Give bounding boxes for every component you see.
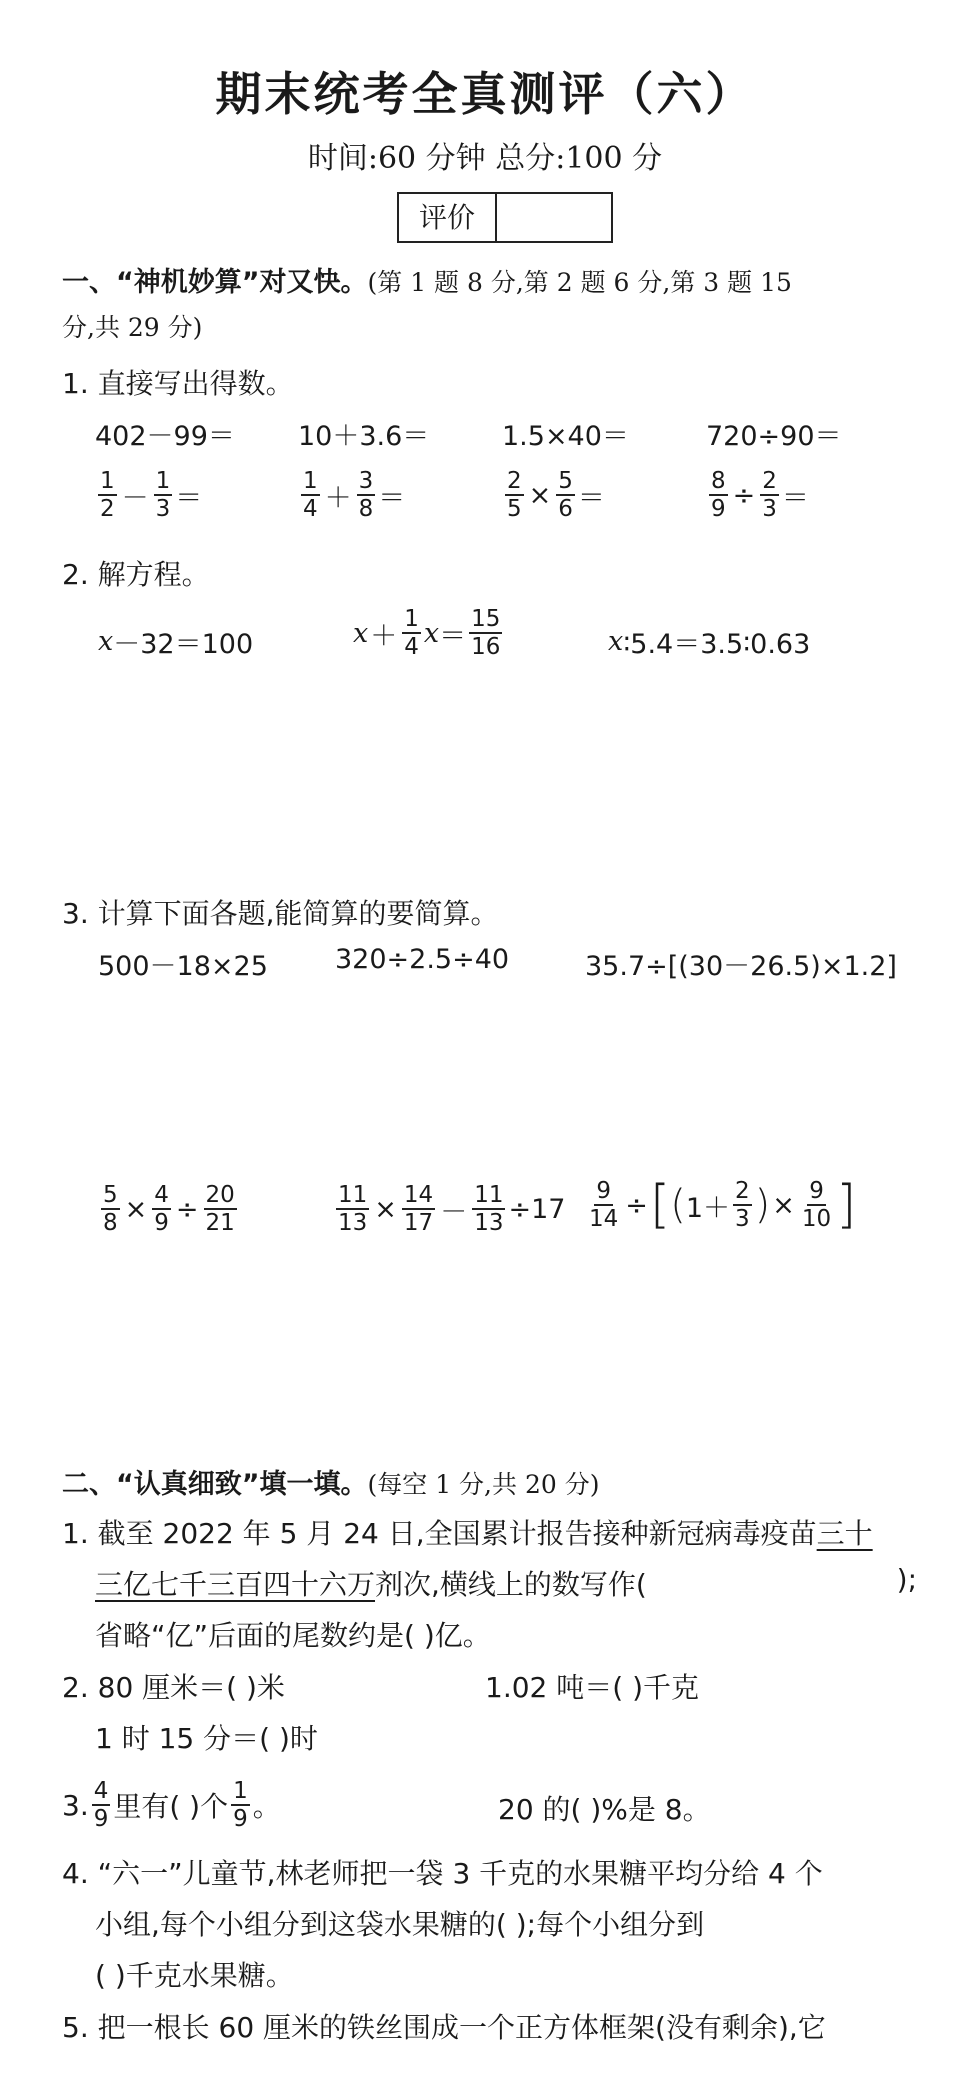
q3-number: 3. xyxy=(62,897,89,930)
fraction: $\frac{4}{9}$ xyxy=(93,1778,109,1832)
evaluation-box xyxy=(397,192,613,243)
fraction: $\frac{20}{21}$ xyxy=(205,1182,235,1236)
fraction: $\frac{2}{3}$ xyxy=(762,468,777,522)
s2-q3-part-a: 3. $\frac{4}{9}$ 里有( )个 $\frac{1}{9}$ 。 xyxy=(62,1778,281,1832)
q3-expr-2: 320÷2.5÷40 xyxy=(335,944,510,975)
q2-text: 解方程。 xyxy=(97,558,210,591)
s2-q1-line-3: 省略“亿”后面的尾数约是( )亿。 xyxy=(95,1619,491,1652)
answer-blank[interactable]: ); xyxy=(896,1563,917,1596)
evaluation-field[interactable] xyxy=(497,194,611,241)
s2-q2-line-1: 2. 80 厘米＝( )米 xyxy=(62,1671,285,1704)
fraction: $\frac{5}{8}$ xyxy=(103,1182,118,1236)
fraction: $\frac{3}{8}$ xyxy=(358,468,374,522)
q3-expr-1: 500－18×25 xyxy=(98,951,268,982)
q2-equation-3: x ∶5.4＝3.5∶0.63 xyxy=(608,626,811,660)
fraction: $\frac{1}{4}$ xyxy=(404,606,419,660)
q2-prompt xyxy=(62,553,210,593)
q1-prompt xyxy=(62,362,294,402)
q2-equation-1: x －32＝100 xyxy=(98,626,254,660)
exam-info: 时间:60 分钟 总分:100 分 xyxy=(307,141,663,176)
s2-q3-number: 3. xyxy=(62,1788,89,1822)
section2-title: 二、“认真细致”填一填。 xyxy=(62,1469,368,1500)
s2-q4-line-2: 小组,每个小组分到这袋水果糖的( );每个小组分到 xyxy=(95,1908,705,1941)
fraction: $\frac{11}{13}$ xyxy=(474,1182,504,1236)
q1-expr-3: 1.5×40＝ xyxy=(502,421,629,452)
q1-expr-1: 402－99＝ xyxy=(95,421,235,452)
s2-q4-number: 4. xyxy=(62,1857,89,1890)
fraction: $\frac{9}{14}$ xyxy=(589,1178,619,1232)
q3-frac-expr-3: $\frac{9}{14}$ ÷ [ ( 1＋ $\frac{2}{3}$ ) × $\frac{9}{10}$ ] xyxy=(589,1175,857,1235)
fraction: $\frac{14}{17}$ xyxy=(403,1182,434,1236)
q1-frac-expr-2: $\frac{1}{4}$ ＋ $\frac{3}{8}$ ＝ xyxy=(303,468,406,522)
section2-heading xyxy=(62,1462,599,1501)
section1-score-note-cont: 分,共 29 分) xyxy=(62,313,203,342)
q1-frac-expr-1: $\frac{1}{2}$ － $\frac{1}{3}$ ＝ xyxy=(100,468,203,522)
fraction: $\frac{1}{4}$ xyxy=(303,468,318,522)
fraction: $\frac{4}{9}$ xyxy=(154,1182,169,1236)
underlined-number: 三亿七千三百四十六万 xyxy=(95,1568,376,1601)
fraction: $\frac{2}{3}$ xyxy=(735,1178,750,1232)
s2-q1-line-1: 1. 截至 2022 年 5 月 24 日,全国累计报告接种新冠病毒疫苗三十 xyxy=(62,1517,873,1550)
underlined-number: 三十 xyxy=(816,1517,873,1550)
s2-q2-part-b: 1.02 吨＝( )千克 xyxy=(485,1671,699,1704)
q1-frac-expr-3: $\frac{2}{5}$ × $\frac{5}{6}$ ＝ xyxy=(507,468,605,522)
section2-score-note: (每空 1 分,共 20 分) xyxy=(367,1470,600,1499)
s2-q4-line-1: 4. “六一”儿童节,林老师把一袋 3 千克的水果糖平均分给 4 个 xyxy=(62,1857,823,1890)
s2-q5-line-1: 5. 把一根长 60 厘米的铁丝围成一个正方体框架(没有剩余),它 xyxy=(62,2011,826,2044)
q1-expr-2: 10＋3.6＝ xyxy=(298,421,430,452)
evaluation-label: 评价 xyxy=(399,194,497,241)
section1-score-note: (第 1 题 8 分,第 2 题 6 分,第 3 题 15 xyxy=(367,268,792,297)
fraction: $\frac{2}{5}$ xyxy=(507,468,522,522)
q2-equation-2: x ＋ $\frac{1}{4}$ x ＝ $\frac{15}{16}$ xyxy=(353,606,501,660)
q2-number: 2. xyxy=(62,558,89,591)
fraction: $\frac{15}{16}$ xyxy=(471,606,501,660)
q1-number: 1. xyxy=(62,367,89,400)
fraction: $\frac{1}{9}$ xyxy=(233,1778,248,1832)
s2-q2-number: 2. xyxy=(62,1671,89,1704)
q3-expr-3: 35.7÷[(30－26.5)×1.2] xyxy=(585,951,897,982)
s2-q4-line-3: ( )千克水果糖。 xyxy=(95,1959,294,1992)
section1-heading xyxy=(62,260,792,299)
q3-text: 计算下面各题,能简算的要简算。 xyxy=(97,897,499,930)
page-title: 期末统考全真测评（六） xyxy=(215,67,755,121)
q1-text: 直接写出得数。 xyxy=(97,367,294,400)
section1-title: 一、“神机妙算”对又快。 xyxy=(62,267,368,298)
q3-frac-expr-1: $\frac{5}{8}$ × $\frac{4}{9}$ ÷ $\frac{20}{21}$ xyxy=(103,1182,235,1236)
s2-q1-line-2: 三亿七千三百四十六万剂次,横线上的数写作( ); xyxy=(95,1563,917,1601)
s2-q1-number: 1. xyxy=(62,1517,89,1550)
s2-q5-number: 5. xyxy=(62,2011,89,2044)
q3-prompt xyxy=(62,892,499,932)
s2-q3-part-b: 20 的( )%是 8。 xyxy=(498,1793,711,1826)
s2-q2-part-c: 1 时 15 分＝( )时 xyxy=(95,1722,318,1755)
fraction: $\frac{8}{9}$ xyxy=(711,468,726,522)
q1-expr-4: 720÷90＝ xyxy=(706,421,842,452)
fraction: $\frac{1}{3}$ xyxy=(155,468,171,522)
q1-frac-expr-4: $\frac{8}{9}$ ÷ $\frac{2}{3}$ ＝ xyxy=(711,468,809,522)
fraction: $\frac{11}{13}$ xyxy=(338,1182,368,1236)
fraction: $\frac{5}{6}$ xyxy=(558,468,573,522)
fraction: $\frac{9}{10}$ xyxy=(801,1178,832,1232)
q3-frac-expr-2: $\frac{11}{13}$ × $\frac{14}{17}$ － $\frac{11}{13}$ ÷17 xyxy=(338,1182,566,1236)
fraction: $\frac{1}{2}$ xyxy=(100,468,115,522)
